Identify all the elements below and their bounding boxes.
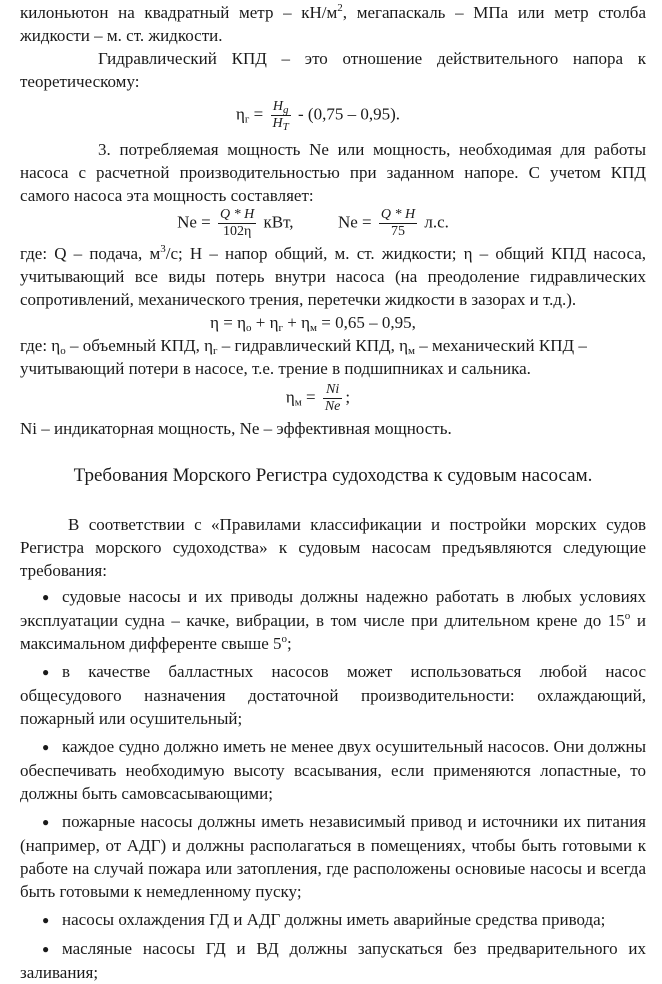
formula-total-efficiency [20,311,646,334]
list-item [20,585,646,655]
subscript: г [212,345,218,357]
text: /с; Н – напор общий, м. ст. жидкости; η – общий КПД насоса, учитывающий все виды потерь внутри насоса (на преодоление гидравлических сопротивлений, механического трения, перетечки жидкости в зазорах и т.д.). [20,244,647,309]
list-item [20,660,646,730]
section-heading: Требования Морского Регистра судоходства к судовым насосам. [73,465,593,486]
denominator: 102η [222,224,252,239]
text: H [272,99,283,114]
superscript: 2 [337,2,343,14]
equals: = [249,104,268,124]
bullet-icon: ● [42,665,50,679]
text: где: η [20,336,61,355]
equals: = [301,387,320,407]
text: + η [251,313,279,332]
text: ; [345,387,351,407]
fraction [218,207,256,240]
text: – механический КПД – учитывающий потери в насосе, т.е. трение в подшипниках и сальника. [20,336,587,378]
text: Ne = [337,212,376,232]
document-page [20,0,646,984]
text: где: Q – подача, м [20,244,161,263]
unit-text: кВт, [259,212,294,232]
paragraph-hydraulic-efficiency: Гидравлический КПД – это отношение действительного напора к теоретическому: [20,49,646,91]
numerator: Q * H [380,207,416,222]
numerator: Ni [323,382,343,399]
denominator [271,116,291,132]
bullet-icon: ● [42,942,50,956]
denominator: 75 [391,224,406,239]
text: ; [287,634,292,653]
text: – гидравлический КПД, η [217,336,409,355]
paragraph-efficiency-components [20,334,646,380]
formula-hydraulic-efficiency [20,99,646,132]
text: в качестве балластных насосов может использоваться любой насос общесудового назначения достаточной производительности: охлаждающий, пожарный или осушительный; [20,662,646,728]
eta-symbol: η [285,387,295,407]
fraction [271,99,291,132]
text: судовые насосы и их приводы должны надежно работать в любых условиях эксплуатации судна – качке, вибрации, в том числе при длительном крене до 15 [20,587,646,630]
bullet-icon: ● [42,590,50,604]
formula-power [20,207,646,240]
text: Ne = [177,212,215,232]
text: – объемный КПД, η [65,336,213,355]
subscript: о [246,322,252,334]
fraction [379,207,417,240]
text: каждое судно должно иметь не менее двух осушительный насосов. Они должны обеспечивать необходимую высоту всасывания, если применяются лопастные, то должны быть самовсасывающими; [20,737,646,803]
paragraph-register-rules: В соответствии с «Правилами классификации и постройки морских судов Регистра морского судоходства» к судовым насосам предъявляются следующие требования: [20,515,646,580]
text: = 0,65 – 0,95, [316,313,416,332]
subscript: м [310,322,317,334]
paragraph-power-consumption: 3. потребляемая мощность Ne или мощность, необходимая для работы насоса с расчетной производительностью при заданном напоре. С учетом КПД самого насоса эта мощность составляет: [20,140,646,205]
superscript: о [624,610,631,622]
text: η = η [210,313,247,332]
numerator [271,99,291,116]
fraction [323,382,343,415]
subscript: г [244,113,250,126]
subscript: м [294,396,302,409]
bullet-icon: ● [42,913,50,927]
list-item [20,908,646,932]
formula-mechanical-efficiency [20,382,646,415]
subscript: г [278,322,284,334]
unit-text: л.с. [420,212,449,232]
paragraph-pressure-units [20,1,646,47]
subscript: T [282,121,289,133]
numerator: Q * H [220,207,255,222]
bullet-icon: ● [42,740,50,754]
text: и максимальном дифференте свыше 5 [20,611,646,653]
denominator: Ne [324,399,341,414]
text: пожарные насосы должны иметь независимый привод и источники их питания (например, от АДГ) и должны располагаться в помещениях, чтобы быть готовыми к работе на случай пожара или затопления, где расположены основиые насосы и всегда быть готовыми к немедленному пуску; [20,812,646,901]
superscript: 3 [160,243,166,255]
text: , мегапаскаль – МПа или метр столба жидкости – м. ст. жидкости. [20,3,646,45]
list-item [20,810,646,903]
text: + η [283,313,311,332]
paragraph-definitions [20,242,646,311]
subscript: g [282,104,289,116]
subscript: о [60,345,66,357]
eta-symbol: η [236,104,245,124]
list-item [20,937,646,984]
text: масляные насосы ГД и ВД должны запускаться без предварительного их заливания; [20,939,646,982]
text: килоньютон на квадратный метр – кН/м [20,3,338,22]
text: H [272,116,283,131]
text: насосы охлаждения ГД и АДГ должны иметь аварийные средства привода; [62,910,606,929]
paragraph-power-types: Ni – индикаторная мощность, Ne – эффективная мощность. [20,419,452,438]
superscript: о [281,633,287,645]
list-item [20,735,646,805]
bullet-icon: ● [42,815,50,829]
subscript: м [408,345,415,357]
range-text: - (0,75 – 0,95). [293,104,400,124]
